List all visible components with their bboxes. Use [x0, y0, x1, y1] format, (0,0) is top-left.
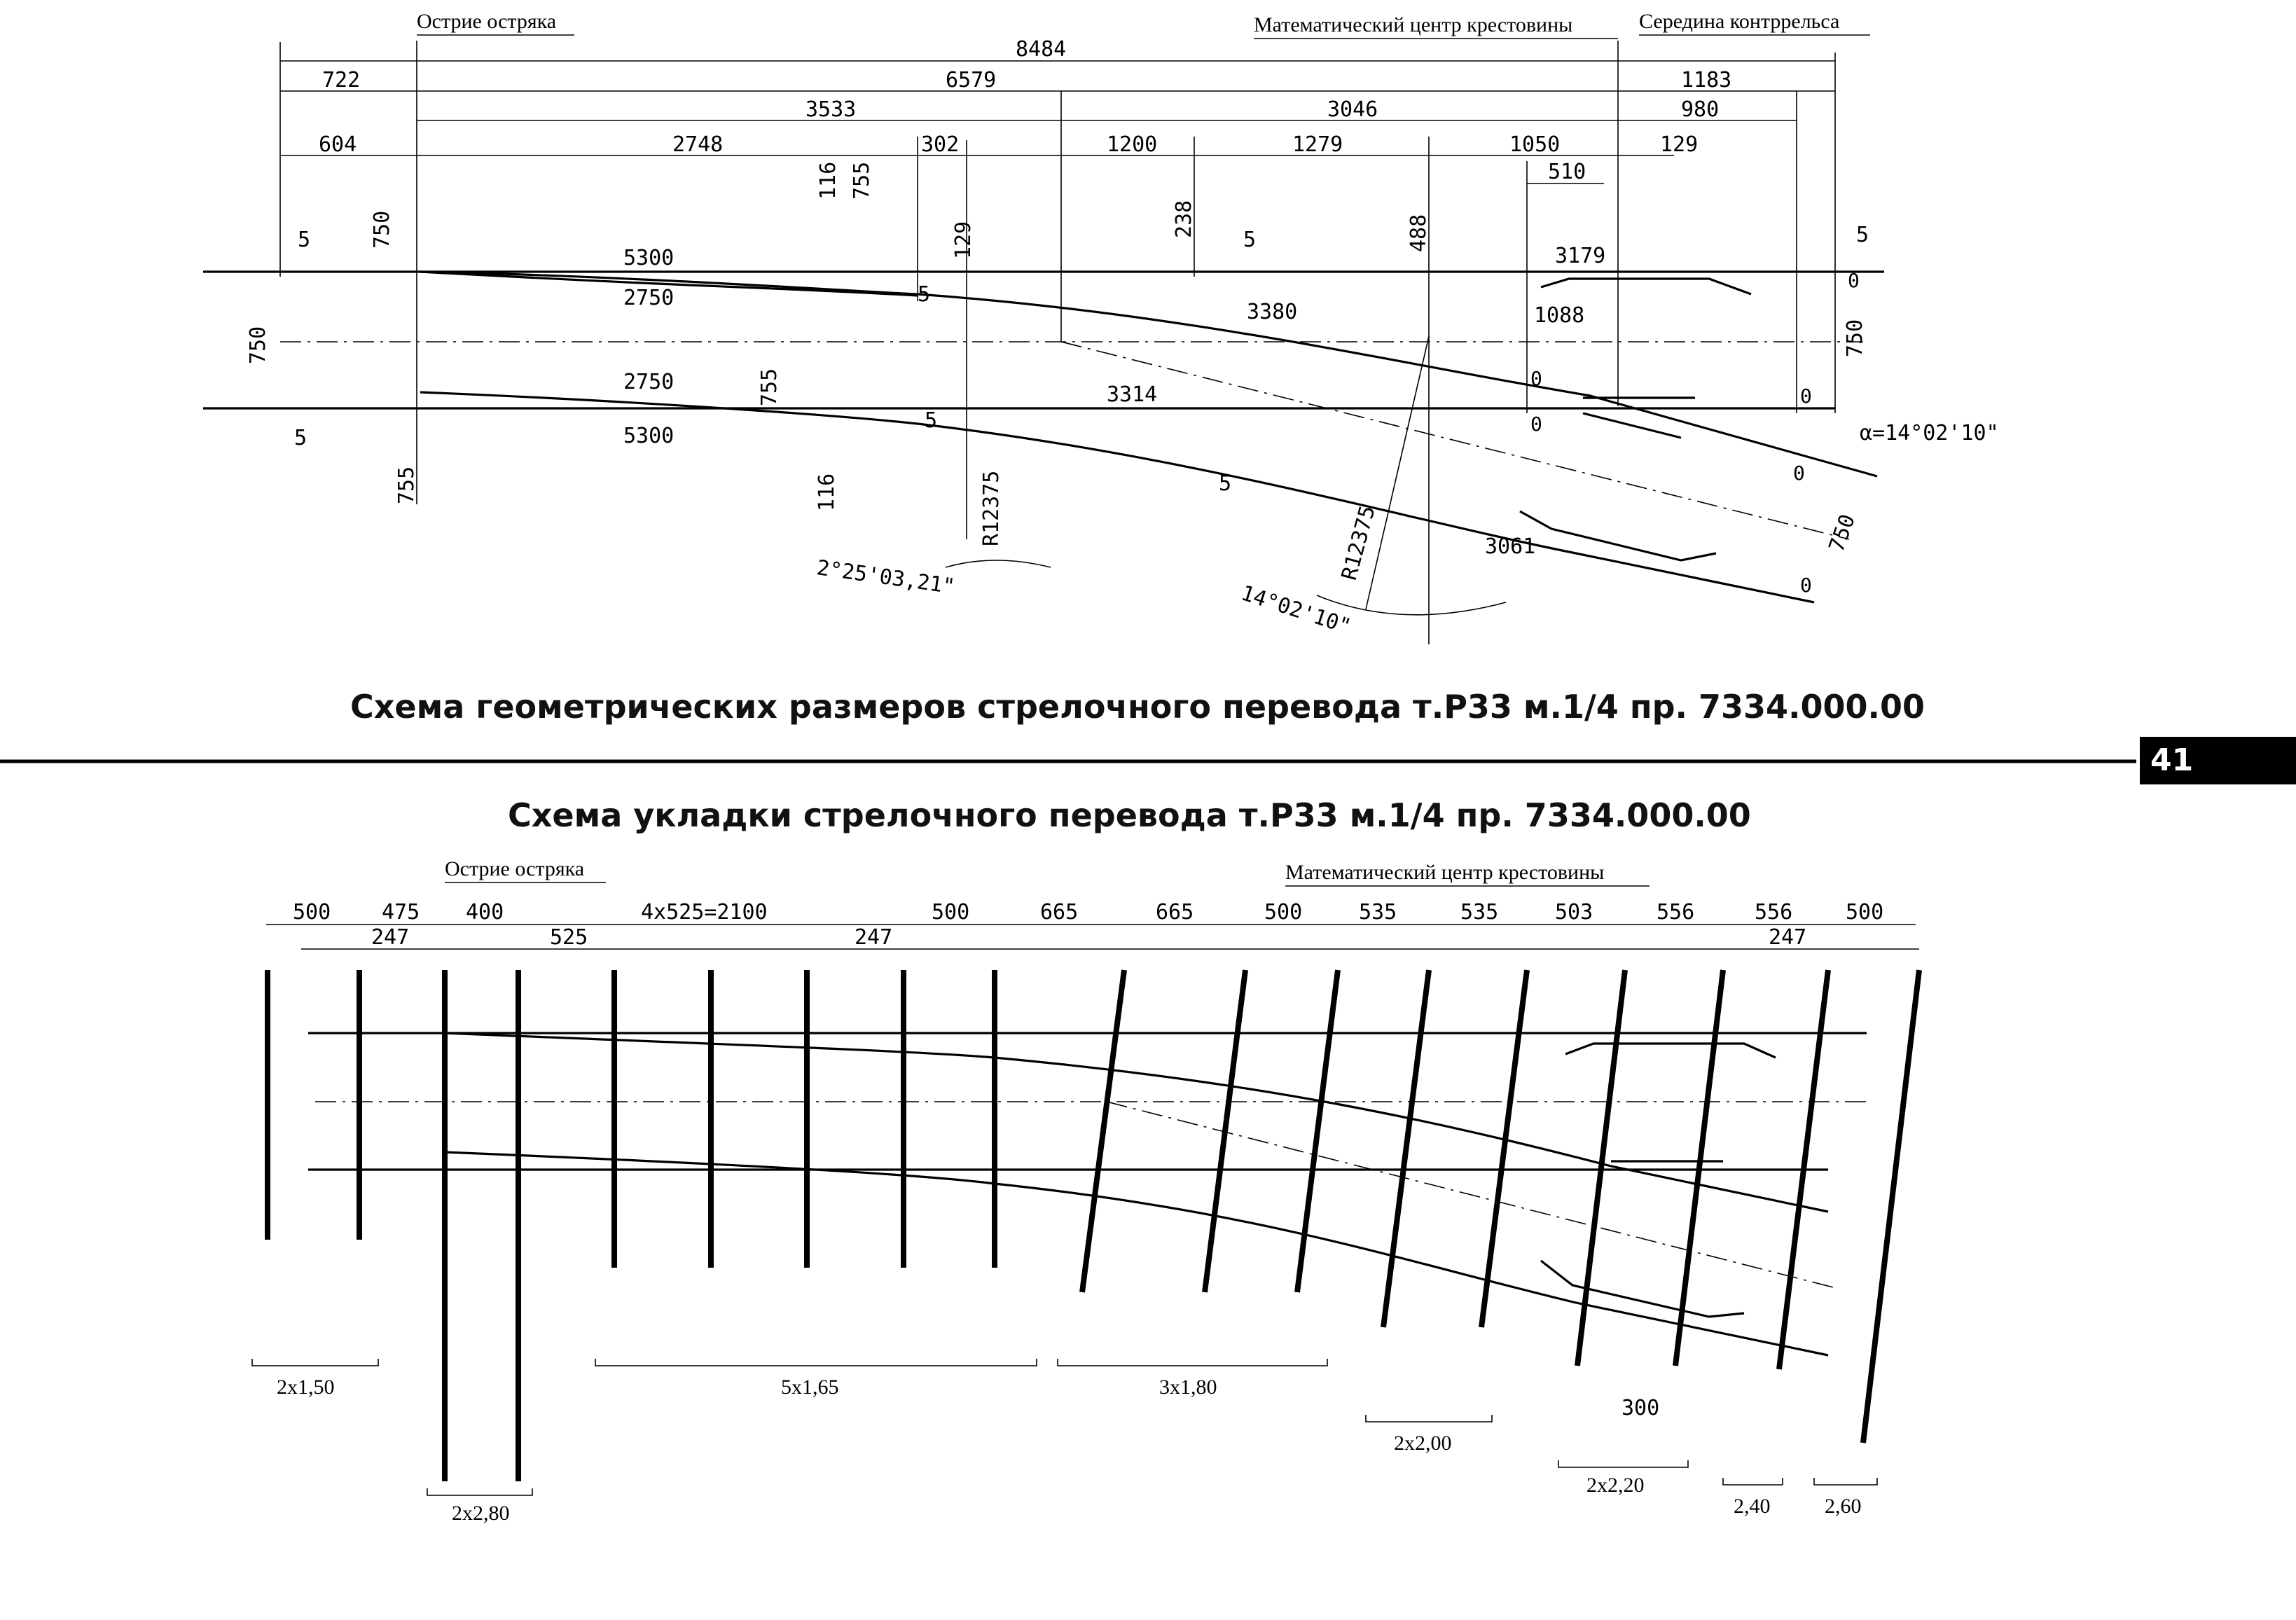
- rail-5300a: 5300: [623, 246, 675, 270]
- sp-665b: 665: [1156, 900, 1194, 925]
- group-g260: 2,60: [1825, 1495, 1862, 1518]
- radius-2: R12375: [1336, 503, 1381, 583]
- tie: [1205, 970, 1245, 1292]
- sp-475: 475: [382, 900, 420, 925]
- group-g200: 2x2,00: [1394, 1432, 1452, 1455]
- brace-g280: [427, 1488, 532, 1495]
- tie: [1863, 970, 1919, 1443]
- dim-8484: 8484: [1016, 37, 1067, 62]
- dim-2748: 2748: [672, 132, 724, 157]
- ties: [268, 970, 1919, 1481]
- rail-3179: 3179: [1555, 244, 1606, 268]
- callout-guard: Середина контррельса: [1639, 10, 1840, 33]
- group-g180: 3x1,80: [1159, 1376, 1217, 1399]
- radius-1: R12375: [979, 470, 1004, 546]
- angle-2: 14°02'10": [1238, 581, 1354, 639]
- angle-arc-2: [1317, 595, 1506, 615]
- sp-556a: 556: [1657, 900, 1695, 925]
- rail-2750b: 2750: [623, 370, 675, 394]
- sp-500b: 500: [932, 900, 970, 925]
- dim-510: 510: [1548, 160, 1586, 184]
- callout-center-b: Математический центр крестовины: [1285, 861, 1605, 884]
- angle-1: 2°25'03,21": [815, 555, 957, 600]
- layout-diagram: [252, 796, 1919, 1525]
- dim-302: 302: [921, 132, 960, 157]
- dim-1200: 1200: [1107, 132, 1158, 157]
- dim-5b: 5: [918, 282, 931, 307]
- group-g240: 2,40: [1734, 1495, 1771, 1518]
- callout-center: Математический центр крестовины: [1254, 13, 1573, 36]
- group-g165: 5x1,65: [781, 1376, 839, 1399]
- b-curved-rail-1: [445, 1033, 1828, 1212]
- zero-3: 0: [1800, 385, 1812, 408]
- dim-129b: 129: [951, 221, 976, 259]
- sp-500c: 500: [1264, 900, 1303, 925]
- zero-5: 0: [1800, 574, 1812, 597]
- zero-2: 0: [1530, 413, 1542, 436]
- geometry-diagram: [203, 10, 1999, 726]
- tie: [1675, 970, 1723, 1366]
- angle-arc-1: [946, 560, 1051, 567]
- guard-rail-top: [1541, 279, 1751, 294]
- rail-5300b: 5300: [623, 424, 675, 448]
- alpha-label: α=14°02'10": [1860, 421, 1999, 445]
- dim-488: 488: [1406, 214, 1431, 252]
- group-g150: 2x1,50: [277, 1376, 335, 1399]
- rail-3314: 3314: [1107, 382, 1158, 407]
- b-guard-top: [1565, 1044, 1776, 1058]
- brace-g240: [1723, 1478, 1783, 1485]
- dim-5g: 5: [1219, 471, 1232, 496]
- dim-129a: 129: [1660, 132, 1699, 157]
- sp-500d: 500: [1846, 900, 1884, 925]
- rail-3061: 3061: [1485, 534, 1536, 559]
- sp-500a: 500: [293, 900, 331, 925]
- dim-116b: 116: [815, 473, 839, 511]
- sp-535b: 535: [1460, 900, 1499, 925]
- tie: [1481, 970, 1527, 1327]
- dim-238: 238: [1172, 200, 1196, 238]
- callout-point: Острие остряка: [417, 10, 557, 33]
- dim-604: 604: [319, 132, 357, 157]
- sp-300: 300: [1621, 1396, 1660, 1420]
- b-guard-diverging: [1541, 1261, 1744, 1317]
- dim-750b: 750: [246, 326, 270, 364]
- brace-g220: [1558, 1460, 1688, 1467]
- brace-g165: [595, 1359, 1037, 1366]
- dim-750a: 750: [370, 210, 394, 249]
- sp-503: 503: [1555, 900, 1593, 925]
- dim-1183: 1183: [1681, 68, 1732, 92]
- bottom-title: Схема укладки стрелочного перевода т.Р33 м.1/4 пр. 7334.000.00: [508, 796, 1751, 834]
- dim-3046: 3046: [1327, 97, 1378, 122]
- callout-point-b: Острие остряка: [445, 857, 585, 880]
- sp-535a: 535: [1359, 900, 1397, 925]
- tie: [1383, 970, 1429, 1327]
- rail-1088: 1088: [1534, 303, 1585, 328]
- page-number: 41: [2150, 742, 2194, 778]
- dim-750c: 750: [1843, 319, 1867, 357]
- dim-6579: 6579: [946, 68, 997, 92]
- sp-247b: 247: [855, 925, 893, 950]
- tie: [1297, 970, 1338, 1292]
- brace-g180: [1058, 1359, 1327, 1366]
- zero-6: 0: [1848, 269, 1860, 292]
- guard-rail-diverging: [1520, 511, 1716, 560]
- sp-400: 400: [466, 900, 504, 925]
- sp-665a: 665: [1040, 900, 1079, 925]
- dim-5f: 5: [925, 408, 938, 433]
- zero-1: 0: [1530, 367, 1542, 390]
- dim-722: 722: [322, 68, 361, 92]
- brace-g260: [1814, 1478, 1877, 1485]
- sp-247a: 247: [371, 925, 410, 950]
- dim-750d: 750: [1824, 511, 1861, 555]
- dim-980: 980: [1681, 97, 1720, 122]
- dim-1050: 1050: [1509, 132, 1561, 157]
- brace-g150: [252, 1359, 378, 1366]
- group-g220: 2x2,20: [1586, 1474, 1645, 1497]
- dim-5e: 5: [294, 426, 307, 450]
- ext-radius2: [1366, 336, 1429, 609]
- rail-2750a: 2750: [623, 286, 675, 310]
- dim-1279: 1279: [1292, 132, 1343, 157]
- dim-755b: 755: [757, 368, 782, 406]
- rail-3380: 3380: [1247, 300, 1298, 324]
- zero-4: 0: [1793, 462, 1805, 485]
- top-title: Схема геометрических размеров стрелочного перевода т.Р33 м.1/4 пр. 7334.000.00: [350, 688, 1925, 726]
- tie: [1082, 970, 1124, 1292]
- group-g280: 2x2,80: [452, 1502, 510, 1525]
- dim-5d: 5: [1856, 223, 1869, 247]
- dim-3533: 3533: [805, 97, 857, 122]
- b-curved-rail-2: [445, 1152, 1828, 1355]
- sp-525: 525: [550, 925, 588, 950]
- dim-755a: 755: [850, 161, 874, 200]
- sp-556b: 556: [1755, 900, 1793, 925]
- dim-116a: 116: [816, 161, 841, 200]
- dim-5a: 5: [298, 228, 311, 252]
- brace-g200: [1366, 1415, 1492, 1422]
- dim-5c: 5: [1243, 228, 1257, 252]
- dim-755c: 755: [394, 466, 419, 504]
- sp-247c: 247: [1769, 925, 1807, 950]
- sp-4x525: 4x525=2100: [641, 900, 768, 925]
